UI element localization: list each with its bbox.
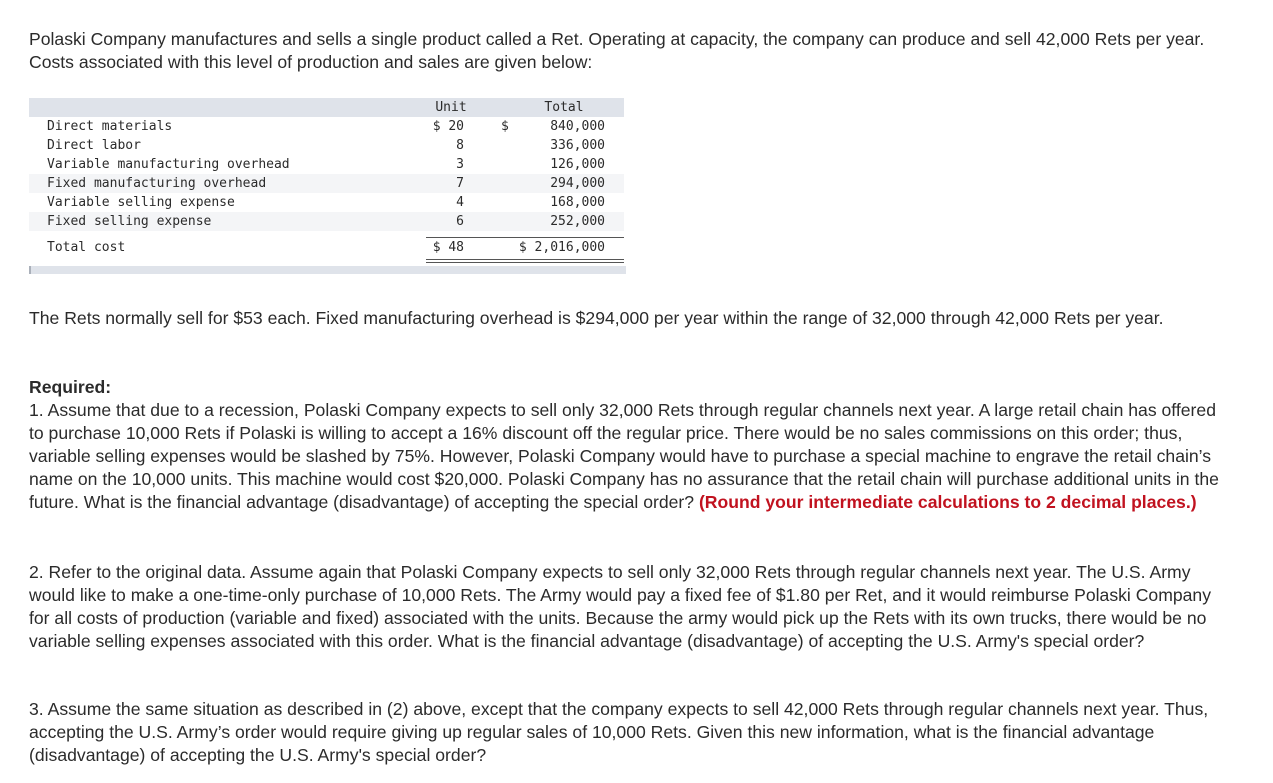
question-3: 3. Assume the same situation as described in (2) above, except that the company expects to sell 42,000 Rets through regular channels next year. Thus, accepting the U.S. Army’s order would require giving up regular sales of 10,000 Rets. Given this new information, what is the financial advantage (disadvantage) of accepting the U.S. Army's special order?: [29, 699, 1209, 765]
table-row: [29, 155, 624, 174]
header-total: Total: [544, 100, 584, 115]
table-row: [29, 174, 624, 193]
row-label: Fixed manufacturing overhead: [47, 176, 267, 191]
rounding-hint: (Round your intermediate calculations to 2 decimal places.): [698, 492, 1197, 512]
row-unit-value: 3: [456, 157, 464, 172]
row-label: Fixed selling expense: [47, 214, 212, 229]
row-total-value: 252,000: [550, 214, 605, 229]
cost-table: [29, 98, 624, 261]
question-1: [29, 399, 1229, 514]
price-note-paragraph: The Rets normally sell for $53 each. Fixed manufacturing overhead is $294,000 per year within the range of 32,000 through 42,000 Rets per year.: [29, 308, 1164, 328]
row-label: Direct labor: [47, 138, 141, 153]
table-row: [29, 212, 624, 231]
row-total-value: 840,000: [550, 119, 605, 134]
row-unit-value: 6: [456, 214, 464, 229]
row-unit-value: 8: [456, 138, 464, 153]
row-unit-value: 7: [456, 176, 464, 191]
double-underline: [494, 259, 624, 263]
header-unit: Unit: [435, 100, 467, 115]
total-cost-label: Total cost: [47, 240, 126, 255]
total-cost-row: [29, 237, 624, 261]
row-total-value: 126,000: [550, 157, 605, 172]
question-1-text: 1. Assume that due to a recession, Polaski Company expects to sell only 32,000 Rets through regular channels next year. A large retail chain has offered to purchase 10,000 Rets if Polaski is willing to accept a 16% discount off the regular price. There would be no sales commissions on this order; thus, variable selling expenses would be slashed by 75%. However, Polaski Company would have to purchase a special machine to engrave the retail chain’s name on the 10,000 units. This machine would cost $20,000. Polaski Company has no assurance that the retail chain will purchase additional units in the future. What is the financial advantage (disadvantage) of accepting the special order?: [29, 400, 1219, 512]
question-2: 2. Refer to the original data. Assume again that Polaski Company expects to sell only 32,000 Rets through regular channels next year. The U.S. Army would like to make a one-time-only purchase of 10,000 Rets. The Army would pay a fixed fee of $1.80 per Ret, and it would reimburse Polaski Company for all costs of production (variable and fixed) associated with the units. Because the army would pick up the Rets with its own trucks, there would be no variable selling expenses associated with this order. What is the financial advantage (disadvantage) of accepting the U.S. Army's special order?: [29, 562, 1212, 651]
row-total-value: 294,000: [550, 176, 605, 191]
total-unit-value: $ 48: [432, 240, 464, 255]
double-underline: [426, 259, 494, 263]
table-footer-bar: [29, 266, 626, 274]
row-unit-value: 4: [456, 195, 464, 210]
table-row: [29, 136, 624, 155]
row-label: Direct materials: [47, 119, 173, 134]
row-total-value: 168,000: [550, 195, 605, 210]
table-row: [29, 117, 624, 136]
total-cost-value: $ 2,016,000: [518, 240, 605, 255]
table-row: [29, 193, 624, 212]
row-label: Variable manufacturing overhead: [47, 157, 290, 172]
required-heading: Required:: [29, 377, 112, 397]
row-unit-value: $ 20: [432, 119, 464, 134]
table-header: [29, 98, 624, 117]
row-total-value: 336,000: [550, 138, 605, 153]
intro-paragraph: Polaski Company manufactures and sells a single product called a Ret. Operating at capacity, the company can produce and sell 42,000 Rets per year. Costs associated with this level of production and sales are given below:: [29, 29, 1205, 72]
row-dollar-sign: $: [501, 119, 509, 134]
row-label: Variable selling expense: [47, 195, 235, 210]
